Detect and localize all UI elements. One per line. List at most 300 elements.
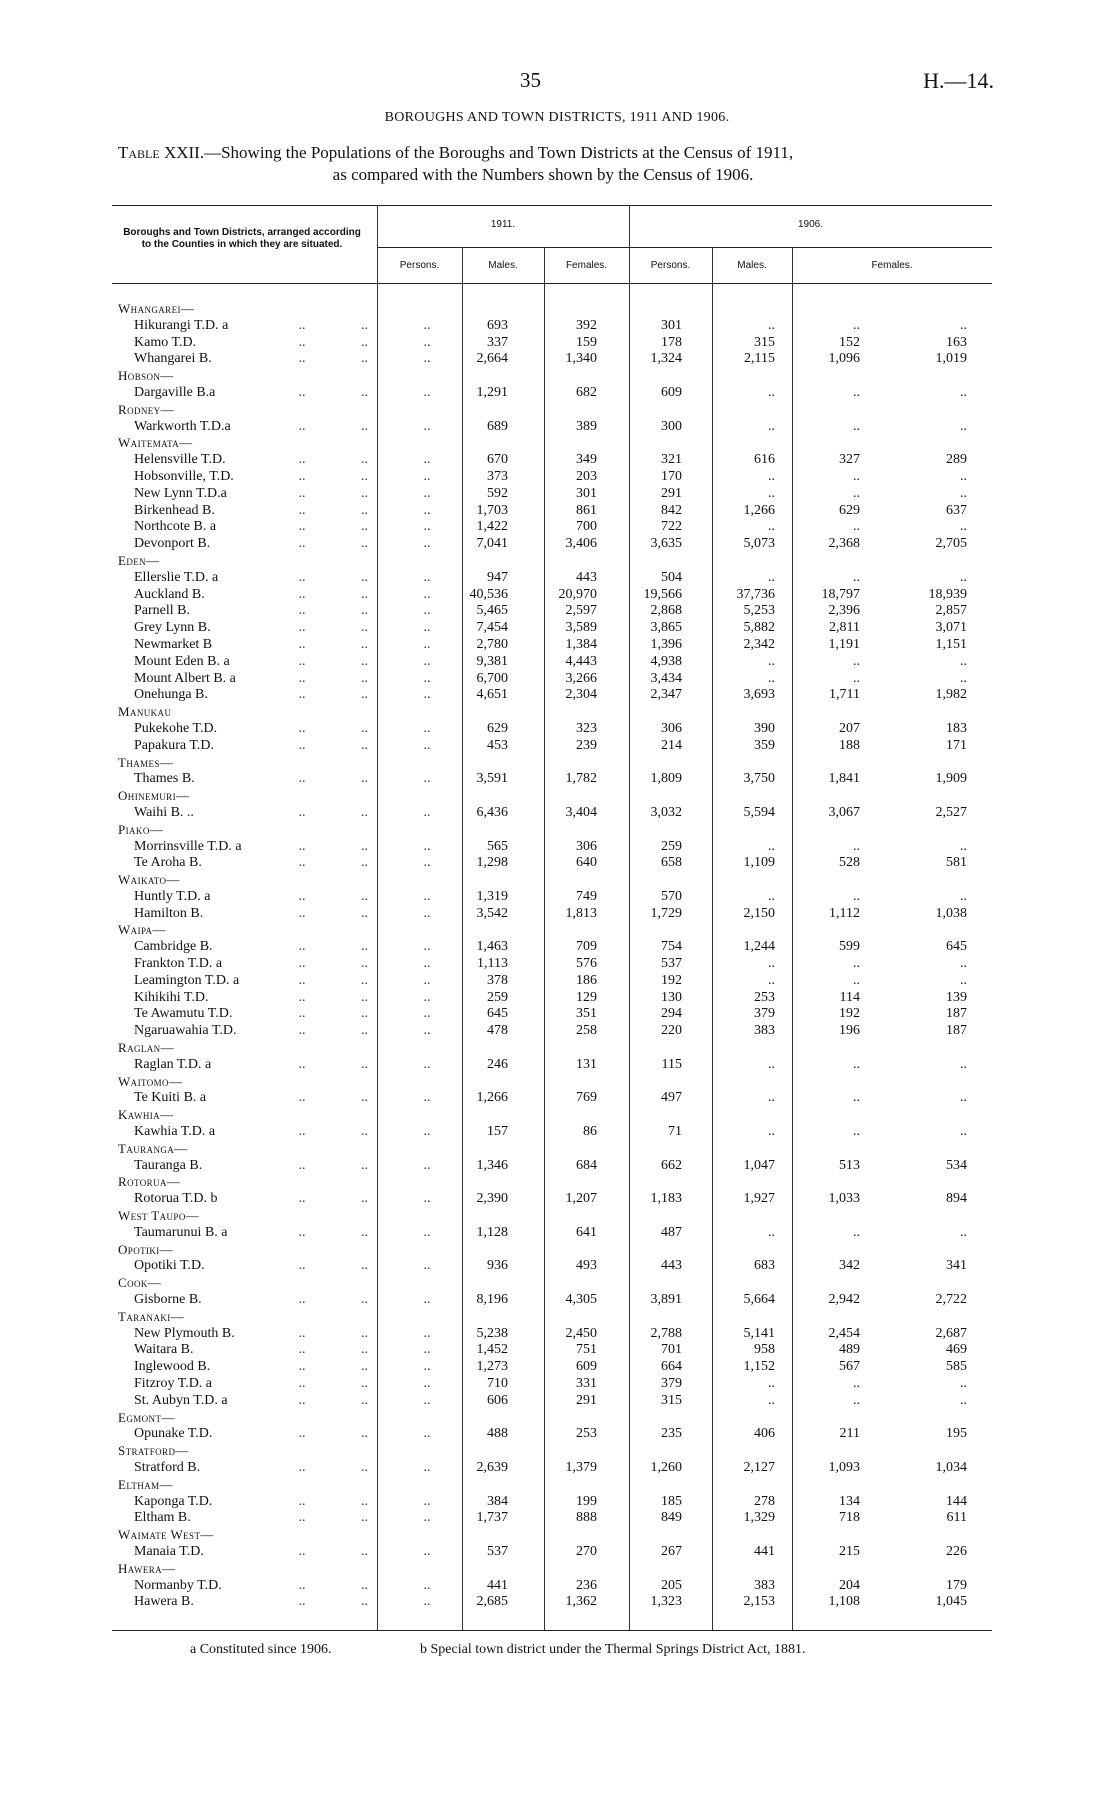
- district-name: Morrinsville T.D. a: [134, 838, 242, 854]
- table-row: [112, 503, 992, 520]
- col-header-females-1906: Females.: [871, 260, 913, 271]
- district-name: Onehunga B.: [134, 687, 208, 703]
- county-heading-row: [112, 1443, 992, 1460]
- cell-persons-1911: 3,591: [476, 771, 508, 787]
- cell-persons-1911: 2,639: [476, 1459, 508, 1475]
- leader-dots: .. .. ..: [298, 452, 431, 468]
- county-heading-row: [112, 1208, 992, 1225]
- cell-females-1911: 2,347: [650, 687, 682, 703]
- cell-males-1906: ..: [853, 653, 860, 669]
- leader-dots: .. .. ..: [298, 1292, 431, 1308]
- table-row: [112, 973, 992, 990]
- cell-females-1911: 214: [661, 737, 682, 753]
- cell-persons-1906: 2,115: [744, 351, 775, 367]
- cell-females-1911: 1,324: [650, 351, 682, 367]
- table-row: [112, 1426, 992, 1443]
- cell-males-1906: ..: [853, 838, 860, 854]
- district-name: Newmarket B: [134, 636, 213, 652]
- cell-persons-1906: 379: [754, 1006, 775, 1022]
- cell-males-1906: ..: [853, 888, 860, 904]
- cell-females-1906: 1,034: [935, 1459, 967, 1475]
- cell-females-1906: 1,019: [935, 351, 967, 367]
- leader-dots: .. .. ..: [298, 317, 431, 333]
- cell-persons-1911: 157: [487, 1124, 508, 1140]
- leader-dots: .. .. ..: [298, 1376, 431, 1391]
- cell-males-1906: 2,454: [828, 1325, 860, 1341]
- district-name: Hamilton B.: [134, 905, 204, 921]
- cell-females-1911: 3,032: [650, 804, 682, 820]
- caption-line-1: —Showing the Populations of the Boroughs and Town Districts at the Census of 1911,: [204, 143, 794, 162]
- district-name: Grey Lynn B.: [134, 620, 211, 636]
- col-header-males-1906: Males.: [737, 260, 767, 271]
- cell-females-1911: 3,635: [650, 536, 682, 552]
- cell-females-1906: 2,687: [935, 1325, 967, 1341]
- district-name: Manaia T.D.: [134, 1543, 204, 1559]
- leader-dots: .. .. ..: [298, 771, 431, 787]
- cell-persons-1911: 337: [487, 334, 508, 350]
- cell-females-1911: 71: [668, 1124, 682, 1140]
- cell-females-1911: 1,260: [650, 1459, 682, 1475]
- table-row: [112, 486, 992, 503]
- cell-males-1911: 270: [576, 1543, 597, 1559]
- cell-persons-1911: 1,422: [476, 519, 508, 535]
- cell-males-1906: 2,396: [828, 603, 860, 619]
- district-name: Te Kuiti B. a: [134, 1090, 207, 1106]
- cell-females-1906: 171: [946, 737, 967, 753]
- cell-persons-1911: 936: [487, 1258, 508, 1274]
- cell-females-1911: 1,323: [650, 1594, 682, 1610]
- cell-females-1906: 183: [946, 720, 967, 736]
- county-heading-row: [112, 872, 992, 889]
- leader-dots: .. .. ..: [298, 1577, 431, 1593]
- cell-persons-1906: ..: [768, 1090, 775, 1106]
- cell-males-1906: 18,797: [821, 586, 860, 602]
- cell-persons-1911: 689: [487, 418, 508, 434]
- district-name: St. Aubyn T.D. a: [134, 1392, 228, 1408]
- cell-persons-1906: 315: [754, 334, 775, 350]
- cell-persons-1906: ..: [768, 317, 775, 333]
- cell-persons-1911: 478: [487, 1023, 508, 1039]
- district-name: Kihikihi T.D.: [134, 989, 209, 1005]
- county-heading-row: [112, 402, 992, 419]
- table-row: [112, 771, 992, 788]
- cell-males-1911: 199: [576, 1493, 597, 1509]
- leader-dots: .. .. ..: [298, 1023, 431, 1039]
- table-row: [112, 335, 992, 352]
- cell-persons-1911: 7,041: [476, 536, 508, 552]
- cell-males-1911: 1,207: [565, 1191, 597, 1207]
- cell-persons-1911: 1,737: [476, 1510, 508, 1526]
- leader-dots: .. .. ..: [298, 620, 431, 636]
- cell-females-1906: 187: [946, 1006, 967, 1022]
- cell-persons-1911: 1,273: [476, 1359, 508, 1375]
- leader-dots: .. .. ..: [298, 956, 431, 972]
- cell-males-1911: 239: [576, 737, 597, 753]
- leader-dots: .. .. ..: [298, 1191, 431, 1207]
- cell-females-1911: 1,183: [650, 1191, 682, 1207]
- table-top-rule: [112, 205, 992, 206]
- county-heading-row: [112, 1040, 992, 1057]
- county-heading-row: [112, 755, 992, 772]
- county-name: Thames—: [118, 754, 174, 770]
- cell-females-1906: 1,982: [935, 687, 967, 703]
- table-row: [112, 990, 992, 1007]
- cell-males-1906: ..: [853, 468, 860, 484]
- cell-females-1911: 291: [661, 485, 682, 501]
- cell-females-1911: 537: [661, 956, 682, 972]
- cell-females-1911: 115: [661, 1056, 682, 1072]
- cell-persons-1911: 1,128: [476, 1224, 508, 1240]
- cell-persons-1906: ..: [768, 888, 775, 904]
- cell-males-1911: 3,406: [565, 536, 597, 552]
- leader-dots: .. .. ..: [298, 1325, 431, 1341]
- district-name: Stratford B.: [134, 1459, 201, 1475]
- cell-males-1911: 2,304: [565, 687, 597, 703]
- leader-dots: .. .. ..: [298, 670, 431, 686]
- cell-females-1906: ..: [960, 1224, 967, 1240]
- footnote-b: b Special town district under the Thermal Springs District Act, 1881.: [420, 1642, 806, 1657]
- cell-females-1906: 289: [946, 452, 967, 468]
- cell-females-1911: 300: [661, 418, 682, 434]
- year-1906-header: 1906.: [797, 219, 824, 230]
- cell-females-1911: 185: [661, 1493, 682, 1509]
- cell-females-1911: 235: [661, 1426, 682, 1442]
- county-name: Stratford—: [118, 1443, 189, 1459]
- table-row: [112, 1124, 992, 1141]
- cell-persons-1911: 2,685: [476, 1594, 508, 1610]
- cell-males-1906: 204: [839, 1577, 860, 1593]
- cell-persons-1911: 670: [487, 452, 508, 468]
- cell-females-1906: ..: [960, 519, 967, 535]
- leader-dots: .. .. ..: [298, 1392, 431, 1408]
- cell-females-1911: 504: [661, 569, 682, 585]
- cell-females-1911: 306: [661, 720, 682, 736]
- cell-persons-1911: 453: [487, 737, 508, 753]
- leader-dots: .. .. ..: [298, 972, 431, 988]
- cell-males-1906: 207: [839, 720, 860, 736]
- district-name: Frankton T.D. a: [134, 956, 223, 972]
- cell-males-1911: 129: [576, 989, 597, 1005]
- cell-persons-1906: 37,736: [736, 586, 775, 602]
- cell-persons-1906: 3,750: [743, 771, 775, 787]
- cell-males-1911: 331: [576, 1376, 597, 1391]
- cell-females-1906: ..: [960, 418, 967, 434]
- document-code: H.—14.: [923, 68, 994, 93]
- cell-females-1906: ..: [960, 653, 967, 669]
- table-row: [112, 536, 992, 553]
- cell-persons-1911: 606: [487, 1392, 508, 1408]
- table-row: [112, 855, 992, 872]
- cell-females-1911: 1,729: [650, 905, 682, 921]
- cell-females-1911: 321: [661, 452, 682, 468]
- leader-dots: .. .. ..: [298, 1342, 431, 1358]
- table-body: [112, 301, 992, 1611]
- cell-males-1906: 599: [839, 939, 860, 955]
- cell-males-1906: ..: [853, 317, 860, 333]
- district-name: Tauranga B.: [134, 1157, 203, 1173]
- cell-persons-1906: 1,152: [743, 1359, 775, 1375]
- cell-males-1906: 718: [839, 1510, 860, 1526]
- county-name: Opotiki—: [118, 1241, 174, 1257]
- table-row: [112, 1376, 992, 1393]
- leader-dots: .. .. ..: [298, 468, 431, 484]
- table-row: [112, 1342, 992, 1359]
- cell-males-1911: 684: [576, 1157, 597, 1173]
- county-heading-row: [112, 1141, 992, 1158]
- cell-males-1906: ..: [853, 1392, 860, 1408]
- cell-females-1911: 609: [661, 384, 682, 400]
- county-name: Kawhia—: [118, 1107, 174, 1123]
- cell-females-1911: 178: [661, 334, 682, 350]
- cell-persons-1906: 2,342: [743, 636, 775, 652]
- table-row: [112, 1057, 992, 1074]
- county-name: Piako—: [118, 821, 164, 837]
- county-name: Waitomo—: [118, 1073, 183, 1089]
- cell-persons-1906: 5,882: [743, 620, 775, 636]
- district-name: Northcote B. a: [134, 519, 217, 535]
- county-heading-row: [112, 1309, 992, 1326]
- leader-dots: .. .. ..: [298, 1510, 431, 1526]
- cell-persons-1906: ..: [768, 972, 775, 988]
- footnote-a: a Constituted since 1906.: [190, 1642, 332, 1657]
- table-row: [112, 419, 992, 436]
- cell-persons-1906: ..: [768, 1376, 775, 1391]
- leader-dots: .. .. ..: [298, 418, 431, 434]
- table-row: [112, 637, 992, 654]
- cell-females-1906: ..: [960, 838, 967, 854]
- cell-persons-1906: ..: [768, 569, 775, 585]
- cell-persons-1906: ..: [768, 468, 775, 484]
- cell-females-1906: 894: [946, 1191, 967, 1207]
- county-heading-row: [112, 1527, 992, 1544]
- cell-females-1911: 19,566: [643, 586, 682, 602]
- leader-dots: .. .. ..: [298, 1258, 431, 1274]
- cell-females-1906: ..: [960, 569, 967, 585]
- cell-males-1911: 159: [576, 334, 597, 350]
- cell-females-1911: 664: [661, 1359, 682, 1375]
- district-name: Te Awamutu T.D.: [134, 1006, 233, 1022]
- cell-persons-1911: 373: [487, 468, 508, 484]
- county-heading-row: [112, 1410, 992, 1427]
- cell-males-1911: 1,379: [565, 1459, 597, 1475]
- cell-persons-1906: 2,153: [743, 1594, 775, 1610]
- table-row: [112, 1578, 992, 1595]
- cell-females-1906: 637: [946, 502, 967, 518]
- cell-females-1911: 570: [661, 888, 682, 904]
- county-name: Hobson—: [118, 368, 174, 384]
- cell-females-1911: 170: [661, 468, 682, 484]
- leader-dots: .. .. ..: [298, 334, 431, 350]
- cell-males-1911: 349: [576, 452, 597, 468]
- leader-dots: .. .. ..: [298, 1124, 431, 1140]
- cell-persons-1906: ..: [768, 1392, 775, 1408]
- cell-males-1911: 640: [576, 855, 597, 871]
- leader-dots: .. .. ..: [298, 636, 431, 652]
- cell-males-1906: 1,096: [828, 351, 860, 367]
- table-row: [112, 1006, 992, 1023]
- district-name: Whangarei B.: [134, 351, 212, 367]
- cell-females-1911: 192: [661, 972, 682, 988]
- cell-females-1911: 379: [661, 1376, 682, 1391]
- cell-females-1911: 301: [661, 317, 682, 333]
- cell-females-1911: 220: [661, 1023, 682, 1039]
- cell-persons-1911: 1,463: [476, 939, 508, 955]
- cell-males-1911: 576: [576, 956, 597, 972]
- cell-females-1906: ..: [960, 1124, 967, 1140]
- cell-females-1906: 469: [946, 1342, 967, 1358]
- leader-dots: .. .. ..: [298, 1594, 431, 1610]
- cell-persons-1906: ..: [768, 485, 775, 501]
- page-heading: BOROUGHS AND TOWN DISTRICTS, 1911 AND 1906.: [384, 110, 730, 125]
- cell-persons-1906: 359: [754, 737, 775, 753]
- cell-females-1906: 2,527: [935, 804, 967, 820]
- cell-males-1911: 389: [576, 418, 597, 434]
- leader-dots: .. .. ..: [298, 687, 431, 703]
- cell-females-1911: 842: [661, 502, 682, 518]
- cell-males-1911: 700: [576, 519, 597, 535]
- cell-persons-1911: 488: [487, 1426, 508, 1442]
- cell-persons-1906: 683: [754, 1258, 775, 1274]
- district-name: Waitara B.: [134, 1342, 194, 1358]
- county-heading-row: [112, 1074, 992, 1091]
- district-name: Papakura T.D.: [134, 737, 214, 753]
- cell-persons-1911: 7,454: [476, 620, 508, 636]
- leader-dots: .. .. ..: [298, 1493, 431, 1509]
- leader-dots: .. .. ..: [298, 603, 431, 619]
- cell-females-1906: 2,722: [935, 1292, 967, 1308]
- cell-males-1911: 641: [576, 1224, 597, 1240]
- district-name: Kawhia T.D. a: [134, 1124, 216, 1140]
- county-name: Cook—: [118, 1275, 162, 1291]
- cell-persons-1906: 5,594: [743, 804, 775, 820]
- cell-persons-1911: 259: [487, 989, 508, 1005]
- cell-males-1906: 1,711: [829, 687, 860, 703]
- cell-males-1906: ..: [853, 1224, 860, 1240]
- district-name: Cambridge B.: [134, 939, 213, 955]
- cell-persons-1906: 3,693: [743, 687, 775, 703]
- cell-females-1906: 2,857: [935, 603, 967, 619]
- county-name: Taranaki—: [118, 1308, 185, 1324]
- district-name: Mount Eden B. a: [134, 653, 230, 669]
- cell-persons-1906: 441: [754, 1543, 775, 1559]
- district-name: Parnell B.: [134, 603, 190, 619]
- county-name: Raglan—: [118, 1040, 174, 1056]
- cell-persons-1911: 2,390: [476, 1191, 508, 1207]
- cell-males-1906: 513: [839, 1157, 860, 1173]
- district-name: Inglewood B.: [134, 1359, 211, 1375]
- year-underline-rule: [377, 247, 992, 248]
- cell-males-1906: 134: [839, 1493, 860, 1509]
- table-row: [112, 1158, 992, 1175]
- population-table: [112, 205, 992, 1635]
- cell-males-1911: 609: [576, 1359, 597, 1375]
- cell-persons-1911: 6,436: [476, 804, 508, 820]
- cell-females-1906: 2,705: [935, 536, 967, 552]
- county-heading-row: [112, 368, 992, 385]
- district-name: Hikurangi T.D. a: [134, 317, 229, 333]
- county-name: Tauranga—: [118, 1140, 188, 1156]
- cell-persons-1906: 278: [754, 1493, 775, 1509]
- table-caption: [118, 142, 998, 186]
- cell-females-1911: 662: [661, 1157, 682, 1173]
- cell-females-1906: ..: [960, 956, 967, 972]
- cell-males-1906: 211: [839, 1426, 860, 1442]
- cell-females-1906: 18,939: [928, 586, 967, 602]
- cell-females-1911: 2,868: [650, 603, 682, 619]
- county-heading-row: [112, 435, 992, 452]
- cell-persons-1911: 2,780: [476, 636, 508, 652]
- cell-males-1911: 1,782: [565, 771, 597, 787]
- leader-dots: .. .. ..: [298, 1006, 431, 1022]
- county-name: Hawera—: [118, 1560, 176, 1576]
- cell-males-1906: 1,108: [828, 1594, 860, 1610]
- cell-females-1906: ..: [960, 888, 967, 904]
- cell-males-1906: 489: [839, 1342, 860, 1358]
- leader-dots: .. .. ..: [298, 888, 431, 904]
- district-name: Huntly T.D. a: [134, 888, 211, 904]
- cell-males-1911: 2,597: [565, 603, 597, 619]
- district-name: Eltham B.: [134, 1510, 191, 1526]
- table-row: [112, 1510, 992, 1527]
- cell-persons-1906: ..: [768, 1056, 775, 1072]
- district-name: Warkworth T.D.a: [134, 418, 231, 434]
- leader-dots: .. .. ..: [298, 485, 431, 501]
- cell-females-1911: 754: [661, 939, 682, 955]
- table-row: [112, 889, 992, 906]
- cell-females-1911: 205: [661, 1577, 682, 1593]
- cell-males-1911: 709: [576, 939, 597, 955]
- cell-persons-1906: ..: [768, 956, 775, 972]
- cell-females-1906: ..: [960, 972, 967, 988]
- cell-females-1906: 341: [946, 1258, 967, 1274]
- cell-females-1911: 1,396: [650, 636, 682, 652]
- col-header-persons-1911: Persons.: [399, 260, 440, 271]
- cell-persons-1906: ..: [768, 838, 775, 854]
- cell-persons-1911: 947: [487, 569, 508, 585]
- cell-males-1906: 196: [839, 1023, 860, 1039]
- leader-dots: .. .. ..: [298, 1224, 431, 1240]
- year-1911-header: 1911.: [490, 219, 516, 230]
- cell-females-1906: 144: [946, 1493, 967, 1509]
- district-name: Mount Albert B. a: [134, 670, 236, 686]
- district-name: Ngaruawahia T.D.: [134, 1023, 237, 1039]
- cell-males-1906: ..: [853, 1124, 860, 1140]
- cell-persons-1906: ..: [768, 1224, 775, 1240]
- district-name: Opunake T.D.: [134, 1426, 213, 1442]
- table-row: [112, 1359, 992, 1376]
- stub-header: Boroughs and Town Districts, arranged according to the Counties in which they are situated.: [123, 227, 361, 250]
- table-label: Table XXII.: [118, 143, 205, 162]
- county-name: Whangarei—: [118, 301, 195, 316]
- district-name: Kamo T.D.: [134, 334, 197, 350]
- col-header-females-1911: Females.: [565, 260, 608, 271]
- leader-dots: .. .. ..: [298, 1056, 431, 1072]
- cell-males-1906: 1,841: [828, 771, 860, 787]
- cell-males-1906: ..: [853, 956, 860, 972]
- leader-dots: .. .. ..: [298, 502, 431, 518]
- cell-persons-1906: ..: [768, 519, 775, 535]
- county-name: Waitemata—: [118, 435, 193, 451]
- district-name: Gisborne B.: [134, 1292, 202, 1308]
- cell-males-1906: 215: [839, 1543, 860, 1559]
- cell-males-1911: 392: [576, 317, 597, 333]
- caption-line-2: as compared with the Numbers shown by the Census of 1906.: [332, 165, 754, 184]
- county-name: Egmont—: [118, 1409, 175, 1425]
- header-bottom-rule: [112, 283, 992, 284]
- leader-dots: .. .. ..: [298, 1459, 431, 1475]
- table-row: [112, 351, 992, 368]
- table-row: [112, 1594, 992, 1611]
